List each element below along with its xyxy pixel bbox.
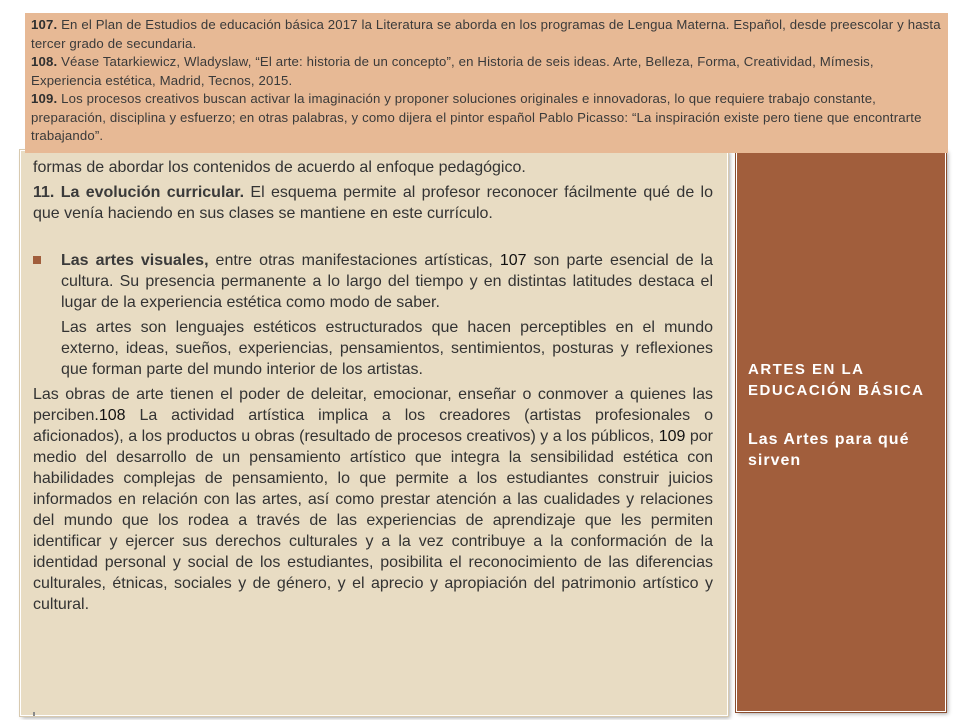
side-subtitle: Las Artes para qué sirven [748,431,910,469]
square-bullet-icon [33,256,41,264]
footnotes-box [25,13,948,153]
paragraph-obras [33,384,713,615]
footnote-ref-107[interactable]: 107 [499,252,527,269]
paragraph-obras-a: Las obras de arte tienen el poder de deleitar, emocionar, enseñar o conmover a quienes las perciben [33,386,713,424]
main-text [33,157,713,615]
footnote-text-108: Véase Tatarkiewicz, Wladyslaw, “El arte: historia de un concepto”, en Historia de seis ideas. Arte, Belleza, Forma, Creatividad, Mímesis, Experiencia estética, Madrid, Tecnos, 2015. [31,54,874,88]
bullet-text-1: entre otras manifestaciones artísticas, [208,252,500,269]
bottom-dot [33,712,35,716]
intro-line: formas de abordar los contenidos de acuerdo al enfoque pedagógico. [33,159,526,176]
footnote-number-109: 109. [31,91,58,106]
footnote-ref-108[interactable]: .108 [94,407,126,424]
side-title: ARTES EN LA EDUCACIÓN BÁSICA [748,361,925,399]
paragraph-obras-c: por medio del desarrollo de un pensamiento artístico que integra la sensibilidad estética con habilidades complejas de pensamiento, lo que permite a los estudiantes construir juicios informados en relación con las artes, así como prestar atención a las cualidades y relaciones del mundo que los rodea a través de las experiencias de aprendizaje que les permiten identificar y ejercer sus derechos culturales y a la vez contribuye a la conformación de la identidad personal y social de los estudiantes, posibilita el reconocimiento de las diferencias culturales, étnicas, sociales y de género, y el aprecio y apropiación del patrimonio artístico y cultural. [33,428,713,613]
footnote-text-109: Los procesos creativos buscan activar la imaginación y proponer soluciones originales e innovadoras, lo que requiere trabajo constante, preparación, disciplina y esfuerzo; en otras palabras, y como dijera el pintor español Pablo Picasso: “La inspiración existe pero tiene que encontrarte trabajando”. [31,91,922,143]
footnote-text-107: En el Plan de Estudios de educación básica 2017 la Literatura se aborda en los programas de Lengua Materna. Español, desde preescolar y hasta tercer grado de secundaria. [31,17,941,51]
footnote-number-107: 107. [31,17,58,32]
bullet-heading: Las artes visuales, [61,252,209,269]
footnote-number-108: 108. [31,54,58,69]
item-11-heading: 11. La evolución curricular. [33,184,245,201]
footnote-108 [31,53,942,90]
paragraph-obras-b: La actividad artística implica a los creadores (artistas profesionales o aficionados), a los productos u obras (resultado de procesos creativos) y a los públicos, [33,407,713,445]
footnote-107 [31,16,942,53]
footnote-ref-109[interactable]: 109 [658,428,686,445]
footnote-109 [31,90,942,146]
bullet-artes-visuales [33,250,713,313]
paragraph-lenguajes: Las artes son lenguajes estéticos estructurados que hacen perceptibles en el mundo externo, ideas, sueños, experiencias, pensamientos, sentimientos, posturas y reflexiones que forman parte del mundo interior de los artistas. [61,319,713,378]
bullet-text-2: son parte esencial de la cultura. Su presencia permanente a lo largo del tiempo y en distintas latitudes destaca el lugar de la experiencia estética como modo de saber. [61,252,714,311]
item-11 [33,182,713,224]
item-11-text: El esquema permite al profesor reconocer fácilmente qué de lo que venía haciendo en sus clases se mantiene en este currículo. [33,184,714,222]
